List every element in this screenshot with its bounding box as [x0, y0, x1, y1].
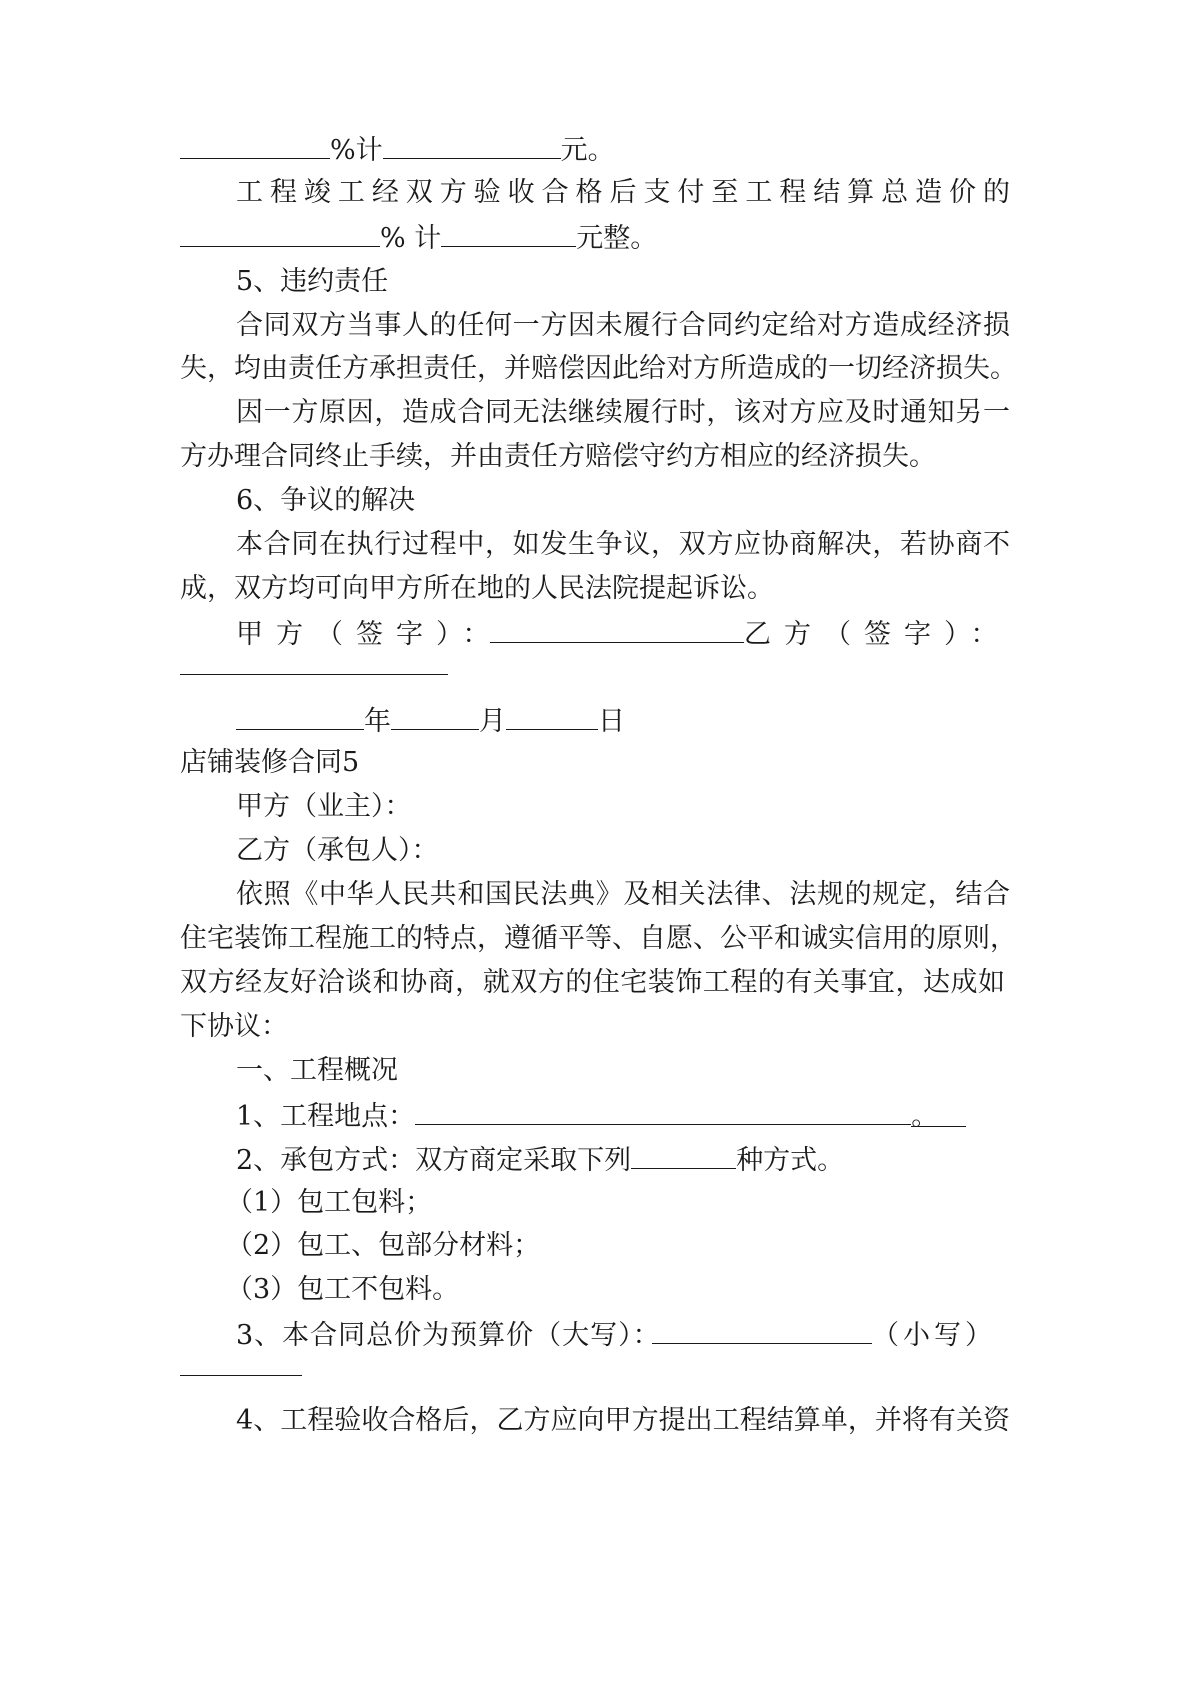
para-dispute-2: 成，双方均可向甲方所在地的人民法院提起诉讼。: [180, 573, 774, 604]
payment-line-2: [236, 176, 1010, 210]
text-yuan-2: 元整。: [576, 223, 658, 254]
intro-3-text: 双方经友好洽谈和协商，就双方的住宅装饰工程的有关事宜，达成如: [180, 967, 1005, 998]
item-total-price: [236, 1317, 996, 1353]
sign-party-a: 甲方（签字）：: [236, 619, 503, 650]
blank-price-lower: [180, 1375, 302, 1376]
intro-1: [236, 878, 1010, 912]
heading-dispute: 6、争议的解决: [236, 485, 416, 516]
item-price-lower-label: （小写）: [872, 1320, 996, 1351]
text-yuan: 元。: [560, 135, 615, 166]
text-day: 日: [598, 706, 625, 737]
para-liability-2: [180, 352, 1017, 386]
section-overview: 一、工程概况: [236, 1055, 398, 1086]
blank-amount: [383, 132, 561, 159]
blank-amount-2: [441, 220, 576, 247]
contract-title: 店铺装修合同5: [180, 747, 360, 778]
item-mode-label: 2、承包方式：双方商定采取下列: [236, 1145, 632, 1176]
item-location-end: 。: [911, 1100, 966, 1127]
intro-1-text: 依照《中华人民共和国民法典》及相关法律、法规的规定，结合: [236, 879, 1010, 910]
text-percent: %计: [330, 135, 383, 166]
para-dispute-1-text: 本合同在执行过程中，如发生争议，双方应协商解决，若协商不: [236, 529, 1010, 560]
intro-2-text: 住宅装饰工程施工的特点，遵循平等、自愿、公平和诚实信用的原则，: [180, 923, 1017, 954]
option-3: （3）包工不包料。: [226, 1274, 460, 1305]
payment-line-1: [180, 132, 615, 168]
para-liability-4: 方办理合同终止手续，并由责任方赔偿守约方相应的经济损失。: [180, 441, 936, 472]
blank-price-upper: [652, 1317, 872, 1344]
payment-line-3: [180, 220, 657, 256]
item-mode-suffix: 种方式。: [736, 1145, 845, 1176]
item-price-label: 3、本合同总价为预算价（大写）：: [236, 1320, 661, 1351]
para-dispute-1: [236, 528, 1010, 562]
date-line: [236, 703, 625, 739]
para-liability-2-text: 失，均由责任方承担责任，并赔偿因此给对方所造成的一切经济损失。: [180, 353, 1017, 384]
text-percent-2: % 计: [380, 223, 442, 254]
blank-year: [236, 703, 364, 730]
intro-4: 下协议：: [180, 1011, 288, 1042]
intro-2: [180, 922, 1017, 956]
para-liability-3: [236, 396, 1010, 430]
signature-line: [236, 616, 1011, 652]
blank-sign-a: [490, 616, 744, 643]
option-2: （2）包工、包部分材料；: [226, 1230, 541, 1261]
item-acceptance: [236, 1404, 1010, 1438]
sign-party-b: 乙方（签字）：: [744, 619, 1011, 650]
blank-mode: [631, 1142, 736, 1169]
item-location: [236, 1098, 966, 1134]
blank-percent-2: [180, 220, 380, 247]
blank-month: [391, 703, 479, 730]
blank-location: [415, 1098, 911, 1125]
para-liability-3-text: 因一方原因，造成合同无法继续履行时，该对方应及时通知另一: [236, 397, 1010, 428]
heading-liability: 5、违约责任: [236, 266, 389, 297]
intro-3: [180, 966, 1005, 1000]
text-year: 年: [364, 706, 391, 737]
text-final-payment: 工程竣工经双方验收合格后支付至工程结算总造价的: [236, 177, 1010, 208]
item-acceptance-text: 4、工程验收合格后，乙方应向甲方提出工程结算单，并将有关资: [236, 1405, 1010, 1436]
text-month: 月: [479, 706, 506, 737]
item-contract-mode: [236, 1142, 844, 1178]
item-location-label: 1、工程地点：: [236, 1101, 416, 1132]
para-liability-1: [236, 309, 1010, 343]
para-liability-1-text: 合同双方当事人的任何一方因未履行合同约定给对方造成经济损: [236, 310, 1010, 341]
blank-percent: [180, 132, 330, 159]
party-b-label: 乙方（承包人）：: [236, 835, 439, 866]
blank-sign-b: [180, 674, 448, 675]
party-a-label: 甲方（业主）：: [236, 791, 412, 822]
option-1: （1）包工包料；: [226, 1187, 433, 1218]
blank-day: [506, 703, 598, 730]
